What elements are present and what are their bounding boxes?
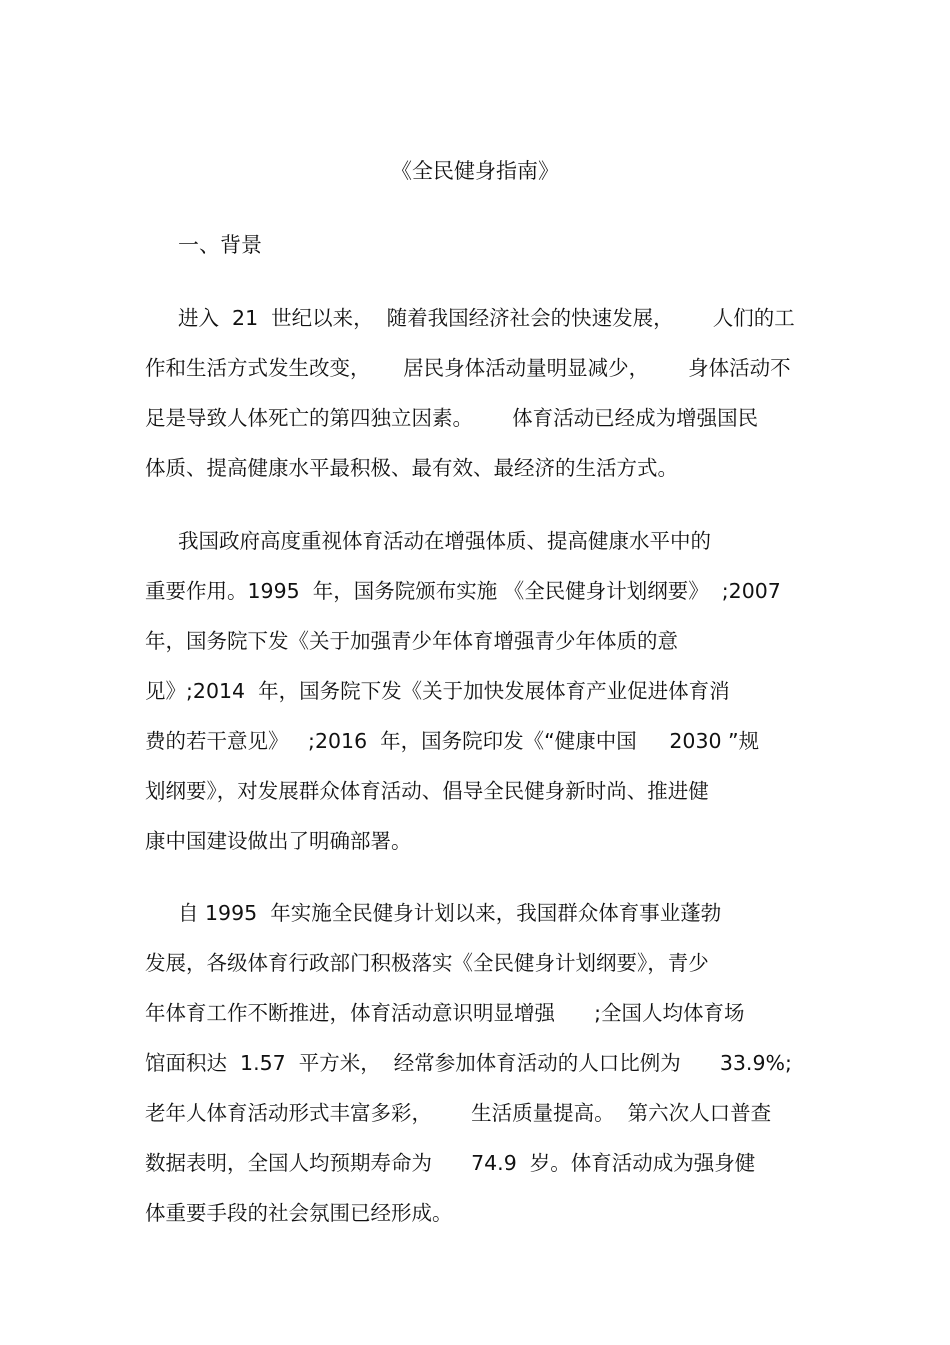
paragraph-line: 作和生活方式发生改变， 居民身体活动量明显减少， 身体活动不 — [145, 356, 791, 380]
section-heading-background: 一、背景 — [178, 233, 262, 257]
paragraph-line: 费的若干意见》 ;2016 年，国务院印发《“健康中国 2030 ”规 — [145, 729, 760, 753]
paragraph-1 — [145, 303, 815, 503]
paragraph-line: 发展，各级体育行政部门积极落实《全民健身计划纲要》，青少 — [145, 951, 709, 975]
paragraph-line: 康中国建设做出了明确部署。 — [145, 829, 412, 853]
document-title: 《全民健身指南》 — [391, 159, 559, 183]
paragraph-line: 年体育工作不断推进，体育活动意识明显增强 ;全国人均体育场 — [145, 1001, 745, 1025]
paragraph-line: 年，国务院下发《关于加强青少年体育增强青少年体质的意 — [145, 629, 678, 653]
paragraph-line: 老年人体育活动形式丰富多彩， 生活质量提高。 第六次人口普查 — [145, 1101, 772, 1125]
paragraph-3 — [145, 898, 815, 1248]
paragraph-line: 自 1995 年实施全民健身计划以来，我国群众体育事业蓬勃 — [178, 901, 722, 925]
paragraph-line: 进入 21 世纪以来， 随着我国经济社会的快速发展， 人们的工 — [178, 306, 795, 330]
paragraph-line: 我国政府高度重视体育活动在增强体质、提高健康水平中的 — [178, 529, 711, 553]
paragraph-line: 馆面积达 1.57 平方米， 经常参加体育活动的人口比例为 33.9%; — [145, 1051, 792, 1075]
paragraph-line: 重要作用。1995 年，国务院颁布实施 《全民健身计划纲要》 ;2007 — [145, 579, 781, 603]
paragraph-2 — [145, 526, 815, 876]
paragraph-line: 见》;2014 年，国务院下发《关于加快发展体育产业促进体育消 — [145, 679, 730, 703]
paragraph-line: 体重要手段的社会氛围已经形成。 — [145, 1201, 453, 1225]
paragraph-line: 体质、提高健康水平最积极、最有效、最经济的生活方式。 — [145, 456, 678, 480]
paragraph-line: 划纲要》，对发展群众体育活动、倡导全民健身新时尚、推进健 — [145, 779, 709, 803]
paragraph-line: 足是导致人体死亡的第四独立因素。 体育活动已经成为增强国民 — [145, 406, 759, 430]
paragraph-line: 数据表明，全国人均预期寿命为 74.9 岁。体育活动成为强身健 — [145, 1151, 756, 1175]
